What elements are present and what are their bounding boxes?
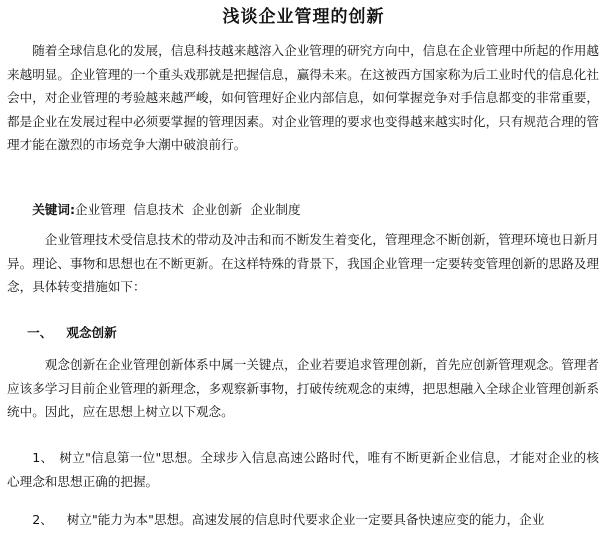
- list-item: [7, 508, 599, 532]
- keyword-item: 信息技术: [133, 202, 184, 217]
- list-item: [7, 446, 599, 493]
- section1-paragraph: 观念创新在企业管理创新体系中属一关键点，企业若要追求管理创新，首先应创新管理观念。管理者应该多学习目前企业管理的新理念，多观察新事物，打破传统观念的束缚，把思想融入全球企业管理创新系统中。因此，应在思想上树立以下观念。: [7, 357, 599, 419]
- keywords-label: 关键词:: [32, 202, 76, 217]
- section-number: 一、: [27, 325, 53, 340]
- list-item-number: 1、: [32, 450, 54, 465]
- list-item-text: 树立"能力为本"思想。高速发展的信息时代要求企业一定要具备快速应变的能力，企业: [66, 512, 545, 527]
- intro-paragraph: 随着全球信息化的发展，信息科技越来越溶入企业管理的研究方向中，信息在企业管理中所起的作用越来越明显。企业管理的一个重头戏那就是把握信息，赢得未来。在这被西方国家称为后工业时代的信息化社会中，对企业管理的考验越来越严峻，如何管理好企业内部信息，如何掌握竞争对手信息都变的非常重要，都是企业在发展过程中必须要掌握的管理因素。对企业管理的要求也变得越来越实时化，只有规范合理的管理才能在激烈的市场竞争大潮中破浪前行。: [7, 43, 599, 152]
- section-heading: [7, 321, 599, 345]
- list-item-text: 树立"信息第一位"思想。全球步入信息高速公路时代，唯有不断更新企业信息，才能对企业的核心理念和思想正确的把握。: [7, 450, 599, 489]
- document-title: 浅谈企业管理的创新: [222, 7, 385, 27]
- keyword-item: 企业管理: [75, 202, 126, 217]
- list-item-number: 2、: [32, 512, 53, 527]
- keyword-item: 企业制度: [250, 202, 301, 217]
- section-title: 观念创新: [66, 325, 117, 340]
- second-paragraph: 企业管理技术受信息技术的带动及冲击和而不断发生着变化，管理理念不断创新，管理环境也日新月异。理论、事物和思想也在不断更新。在这样特殊的背景下，我国企业管理一定要转变管理创新的思路及理念，具体转变措施如下：: [7, 232, 599, 294]
- keyword-item: 企业创新: [191, 202, 243, 217]
- keywords-line: [7, 198, 599, 222]
